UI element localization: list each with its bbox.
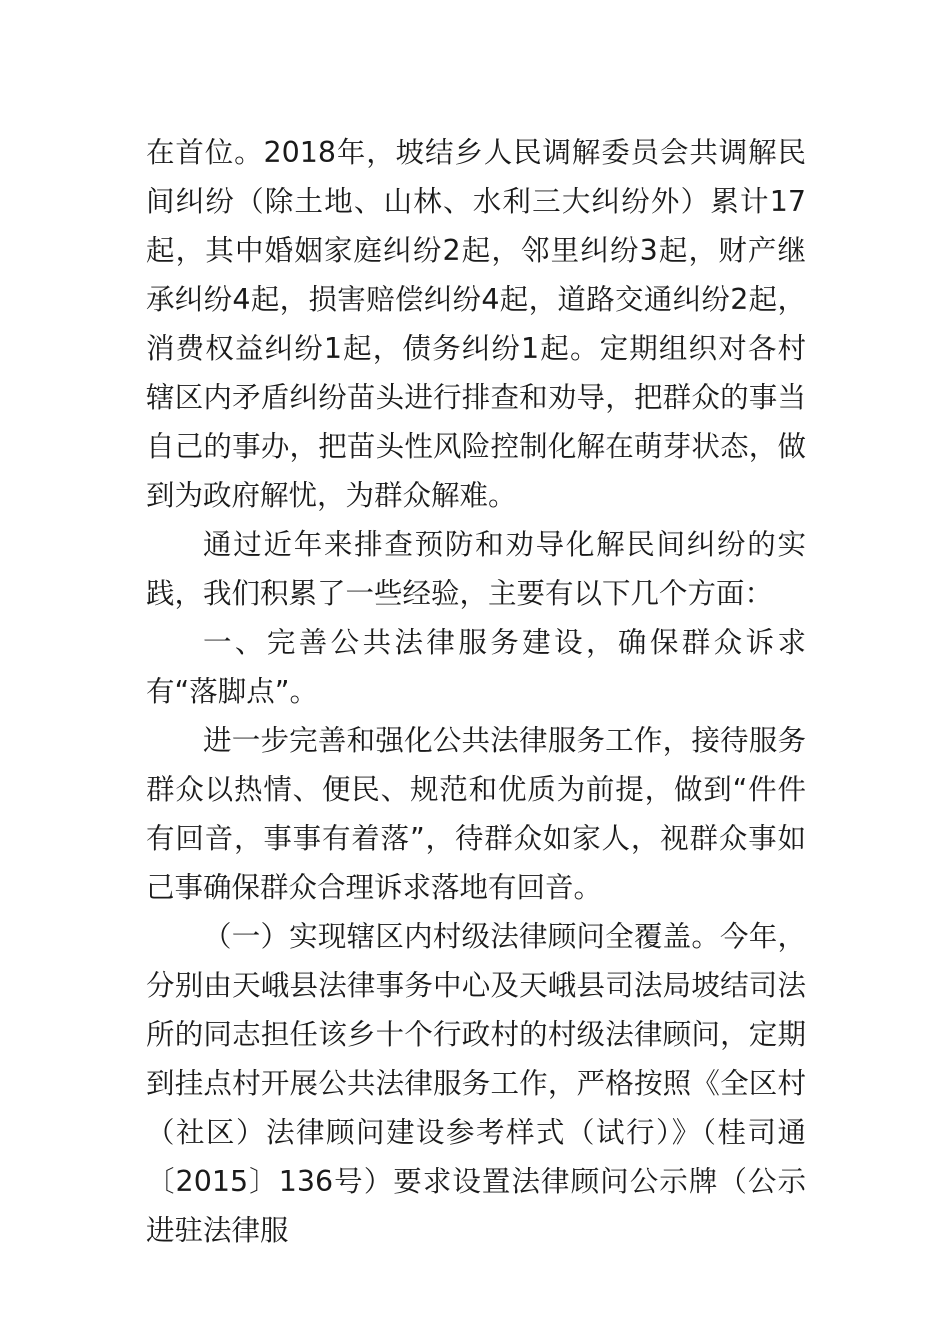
document-body	[146, 128, 806, 1255]
paragraph-experience-intro: 通过近年来排查预防和劝导化解民间纠纷的实践，我们积累了一些经验，主要有以下几个方面：	[146, 528, 806, 610]
paragraph-public-legal-service: 进一步完善和强化公共法律服务工作，接待服务群众以热情、便民、规范和优质为前提，做到“件件有回音，事事有着落”，待群众如家人，视群众事如己事确保群众合理诉求落地有回音。	[146, 724, 806, 904]
paragraph-legal-advisor-coverage: （一）实现辖区内村级法律顾问全覆盖。今年，分别由天峨县法律事务中心及天峨县司法局坡结司法所的同志担任该乡十个行政村的村级法律顾问，定期到挂点村开展公共法律服务工作，严格按照《全区村（社区）法律顾问建设参考样式（试行）》（桂司通〔2015〕136号）要求设置法律顾问公示牌（公示进驻法律服	[146, 920, 806, 1247]
section-heading-one: 一、完善公共法律服务建设，确保群众诉求有“落脚点”。	[146, 626, 806, 708]
paragraph-continuation: 在首位。2018年，坡结乡人民调解委员会共调解民间纠纷（除土地、山林、水利三大纠纷外）累计17起，其中婚姻家庭纠纷2起，邻里纠纷3起，财产继承纠纷4起，损害赔偿纠纷4起，道路交通纠纷2起，消费权益纠纷1起，债务纠纷1起。定期组织对各村辖区内矛盾纠纷苗头进行排查和劝导，把群众的事当自己的事办，把苗头性风险控制化解在萌芽状态，做到为政府解忧，为群众解难。	[146, 136, 806, 512]
